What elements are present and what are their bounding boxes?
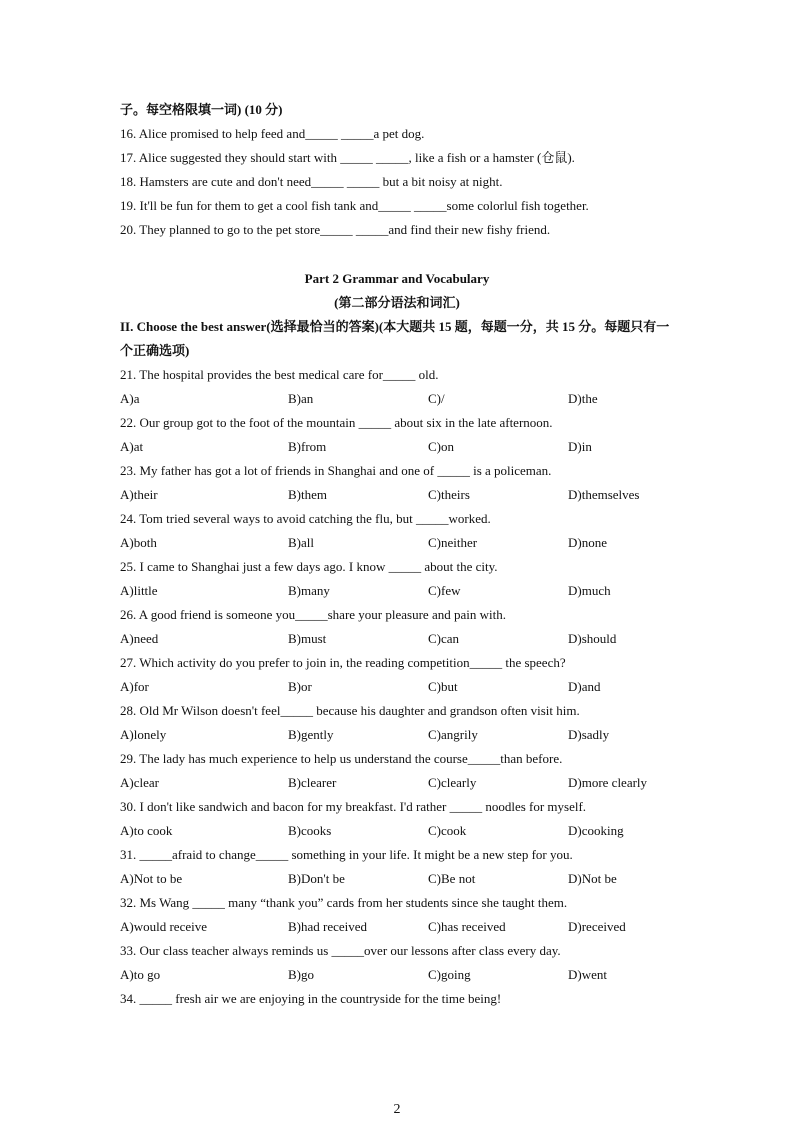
option-row xyxy=(120,483,720,507)
option-row xyxy=(120,771,720,795)
option-a: A)at xyxy=(120,439,144,454)
part2-instruction xyxy=(120,315,720,363)
option-b: B)all xyxy=(288,535,314,550)
question-stem: 27. Which activity do you prefer to join in, the reading competition_____ the speech? xyxy=(120,655,566,670)
option-row xyxy=(120,915,720,939)
question-stem: 28. Old Mr Wilson doesn't feel_____ because his daughter and grandson often visit him. xyxy=(120,703,580,718)
question-stem: 22. Our group got to the foot of the mountain _____ about six in the late afternoon. xyxy=(120,415,553,430)
option-b: B)many xyxy=(288,583,330,598)
option-c: C)cook xyxy=(428,823,467,838)
option-d: D)sadly xyxy=(568,727,610,742)
option-c: C)on xyxy=(428,439,454,454)
part2-instruction-line1: II. Choose the best answer(选择最恰当的答案)(本大题共 15 题，每题一分，共 15 分。每题只有一 xyxy=(120,319,670,334)
option-row xyxy=(120,819,720,843)
question-stem: 26. A good friend is someone you_____share your pleasure and pain with. xyxy=(120,607,506,622)
question-stem: 33. Our class teacher always reminds us _____over our lessons after class every day. xyxy=(120,943,561,958)
option-c: C)but xyxy=(428,679,458,694)
option-b: B)an xyxy=(288,391,314,406)
option-row xyxy=(120,579,720,603)
option-b: B)gently xyxy=(288,727,334,742)
option-a: A)for xyxy=(120,679,149,694)
option-b: B)go xyxy=(288,967,314,982)
option-c: C)Be not xyxy=(428,871,476,886)
option-b: B)or xyxy=(288,679,312,694)
option-c: C)going xyxy=(428,967,471,982)
option-a: A)a xyxy=(120,391,140,406)
option-row xyxy=(120,675,720,699)
option-row xyxy=(120,531,720,555)
option-d: D)the xyxy=(568,391,598,406)
option-b: B)Don't be xyxy=(288,871,345,886)
section1 xyxy=(120,98,720,242)
option-a: A)their xyxy=(120,487,158,502)
option-d: D)and xyxy=(568,679,601,694)
option-d: D)Not be xyxy=(568,871,617,886)
option-a: A)clear xyxy=(120,775,159,790)
option-a: A)need xyxy=(120,631,159,646)
section1-instruction: 子。每空格限填一词) (10 分) xyxy=(120,102,283,117)
question-19: 19. It'll be fun for them to get a cool fish tank and_____ _____some colorlul fish together. xyxy=(120,198,589,213)
option-c: C)theirs xyxy=(428,487,470,502)
part2-title: Part 2 Grammar and Vocabulary xyxy=(304,271,490,286)
option-d: D)cooking xyxy=(568,823,624,838)
option-d: D)went xyxy=(568,967,607,982)
option-d: D)should xyxy=(568,631,617,646)
option-row xyxy=(120,723,720,747)
option-b: B)clearer xyxy=(288,775,337,790)
part2-instruction-line2: 个正确选项) xyxy=(120,343,190,358)
option-c: C)angrily xyxy=(428,727,478,742)
option-d: D)in xyxy=(568,439,592,454)
question-20: 20. They planned to go to the pet store_____ _____and find their new fishy friend. xyxy=(120,222,551,237)
option-a: A)to cook xyxy=(120,823,173,838)
question-stem: 25. I came to Shanghai just a few days ago. I know _____ about the city. xyxy=(120,559,498,574)
option-c: C)neither xyxy=(428,535,478,550)
part2-subtitle: (第二部分语法和词汇) xyxy=(334,295,460,310)
option-b: B)them xyxy=(288,487,327,502)
question-stem: 29. The lady has much experience to help us understand the course_____than before. xyxy=(120,751,563,766)
option-c: C)can xyxy=(428,631,460,646)
option-row xyxy=(120,867,720,891)
option-c: C)has received xyxy=(428,919,506,934)
option-a: A)would receive xyxy=(120,919,207,934)
option-row xyxy=(120,435,720,459)
question-stem: 34. _____ fresh air we are enjoying in the countryside for the time being! xyxy=(120,991,502,1006)
option-c: C)/ xyxy=(428,391,445,406)
question-16: 16. Alice promised to help feed and_____ _____a pet dog. xyxy=(120,126,425,141)
option-c: C)few xyxy=(428,583,461,598)
option-a: A)little xyxy=(120,583,158,598)
question-stem: 32. Ms Wang _____ many “thank you” cards from her students since she taught them. xyxy=(120,895,568,910)
option-d: D)much xyxy=(568,583,611,598)
option-b: B)from xyxy=(288,439,327,454)
question-stem: 31. _____afraid to change_____ something in your life. It might be a new step for you. xyxy=(120,847,573,862)
question-17: 17. Alice suggested they should start with _____ _____, like a fish or a hamster (仓鼠). xyxy=(120,150,575,165)
option-d: D)more clearly xyxy=(568,775,648,790)
option-b: B)cooks xyxy=(288,823,332,838)
question-18: 18. Hamsters are cute and don't need_____ _____ but a bit noisy at night. xyxy=(120,174,503,189)
question-stem: 23. My father has got a lot of friends in Shanghai and one of _____ is a policeman. xyxy=(120,463,552,478)
option-row xyxy=(120,963,720,987)
option-c: C)clearly xyxy=(428,775,477,790)
option-d: D)received xyxy=(568,919,626,934)
option-a: A)Not to be xyxy=(120,871,183,886)
option-d: D)none xyxy=(568,535,607,550)
option-row xyxy=(120,387,720,411)
page-number: 2 xyxy=(393,1102,401,1117)
question-stem: 30. I don't like sandwich and bacon for my breakfast. I'd rather _____ noodles for myself. xyxy=(120,799,587,814)
option-d: D)themselves xyxy=(568,487,640,502)
option-b: B)had received xyxy=(288,919,368,934)
option-b: B)must xyxy=(288,631,327,646)
option-a: A)to go xyxy=(120,967,161,982)
question-list xyxy=(120,363,720,1011)
question-stem: 24. Tom tried several ways to avoid catching the flu, but _____worked. xyxy=(120,511,491,526)
option-row xyxy=(120,627,720,651)
question-stem: 21. The hospital provides the best medical care for_____ old. xyxy=(120,367,439,382)
option-a: A)lonely xyxy=(120,727,167,742)
option-a: A)both xyxy=(120,535,157,550)
